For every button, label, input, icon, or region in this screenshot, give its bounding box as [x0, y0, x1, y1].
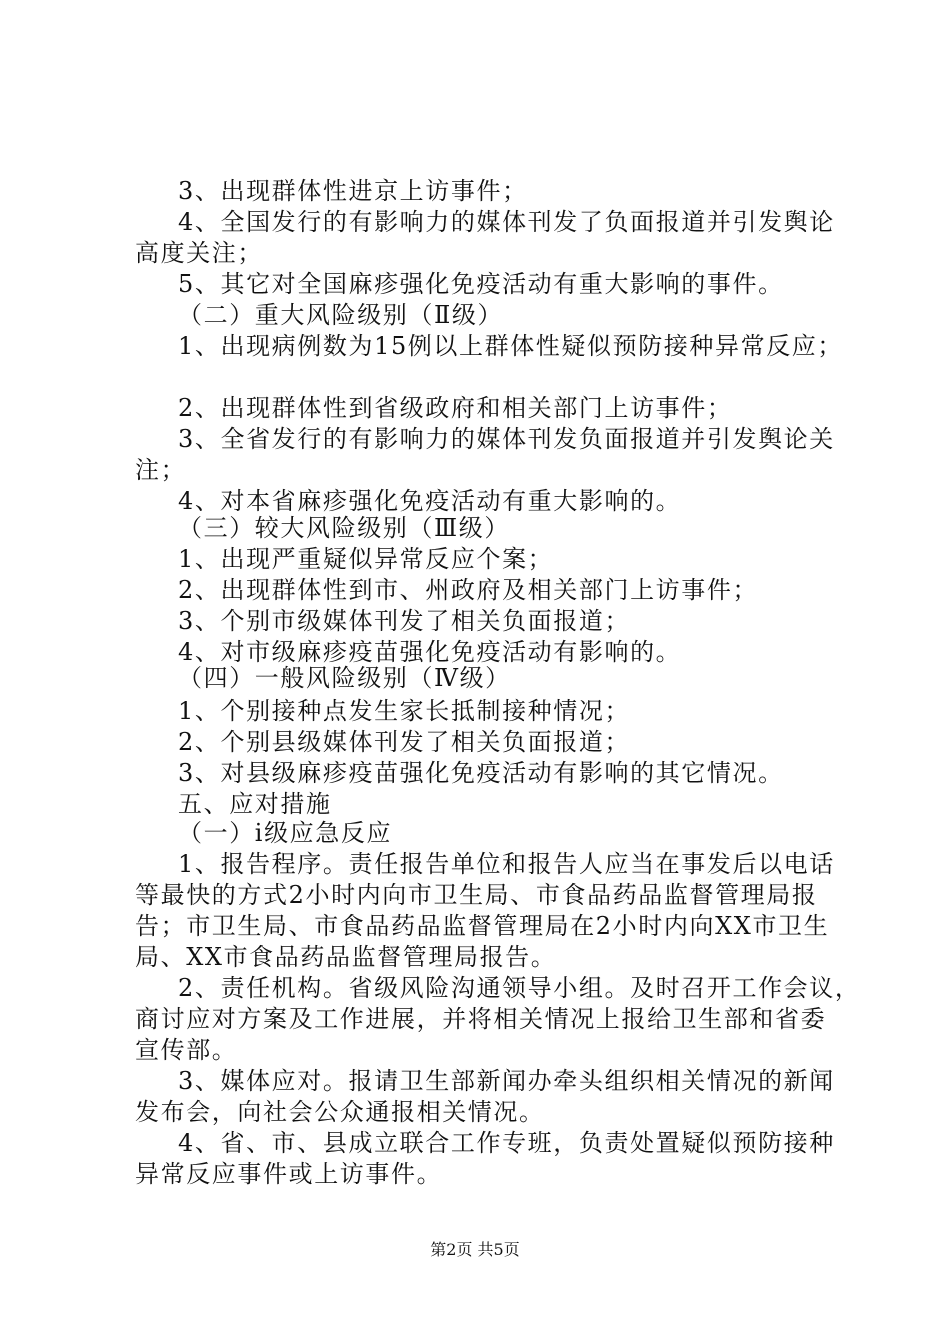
section-heading: （一）ⅰ级应急反应: [178, 819, 393, 847]
text-line: 1、出现病例数为15例以上群体性疑似预防接种异常反应；: [178, 332, 844, 360]
text-line: 等最快的方式2小时内向市卫生局、市食品药品监督管理局报: [135, 881, 818, 909]
text-line: 1、出现严重疑似异常反应个案；: [178, 545, 554, 573]
text-line: 3、对县级麻疹疫苗强化免疫活动有影响的其它情况。: [178, 759, 784, 787]
text-line: 异常反应事件或上访事件。: [135, 1160, 443, 1188]
text-line: 3、出现群体性进京上访事件；: [178, 177, 528, 205]
text-line: 3、全省发行的有影响力的媒体刊发负面报道并引发舆论关: [178, 425, 835, 453]
text-line: 2、个别县级媒体刊发了相关负面报道；: [178, 728, 631, 756]
text-line: 1、报告程序。责任报告单位和报告人应当在事发后以电话: [178, 850, 835, 878]
text-line: 2、出现群体性到省级政府和相关部门上访事件；: [178, 394, 733, 422]
text-line: 3、媒体应对。报请卫生部新闻办牵头组织相关情况的新闻: [178, 1067, 835, 1095]
text-line: 商讨应对方案及工作进展，并将相关情况上报给卫生部和省委: [135, 1005, 827, 1033]
text-line: 注；: [135, 456, 187, 484]
section-heading: 五、应对措施: [178, 790, 332, 818]
text-line: 1、个别接种点发生家长抵制接种情况；: [178, 697, 631, 725]
text-line: 4、对市级麻疹疫苗强化免疫活动有影响的。: [178, 638, 682, 666]
text-line: 2、责任机构。省级风险沟通领导小组。及时召开工作会议，: [178, 974, 861, 1002]
section-heading: （二）重大风险级别（Ⅱ级）: [178, 301, 504, 329]
text-line: 高度关注；: [135, 239, 263, 267]
text-line: 2、出现群体性到市、州政府及相关部门上访事件；: [178, 576, 759, 604]
text-line: 4、省、市、县成立联合工作专班，负责处置疑似预防接种: [178, 1129, 835, 1157]
text-line: 4、全国发行的有影响力的媒体刊发了负面报道并引发舆论: [178, 208, 835, 236]
text-line: 局、XX市食品药品监督管理局报告。: [135, 943, 557, 971]
text-line: 告；市卫生局、市食品药品监督管理局在2小时内向XX市卫生: [135, 912, 830, 940]
text-line: 宣传部。: [135, 1036, 238, 1064]
section-heading: （四）一般风险级别（Ⅳ级）: [178, 664, 511, 692]
section-heading: （三）较大风险级别（Ⅲ级）: [178, 514, 510, 542]
text-line: 3、个别市级媒体刊发了相关负面报道；: [178, 607, 631, 635]
text-line: 5、其它对全国麻疹强化免疫活动有重大影响的事件。: [178, 270, 784, 298]
text-line: 4、对本省麻疹强化免疫活动有重大影响的。: [178, 487, 682, 515]
page-number-footer: 第2页 共5页: [430, 1240, 520, 1259]
text-line: 发布会，向社会公众通报相关情况。: [135, 1098, 545, 1126]
